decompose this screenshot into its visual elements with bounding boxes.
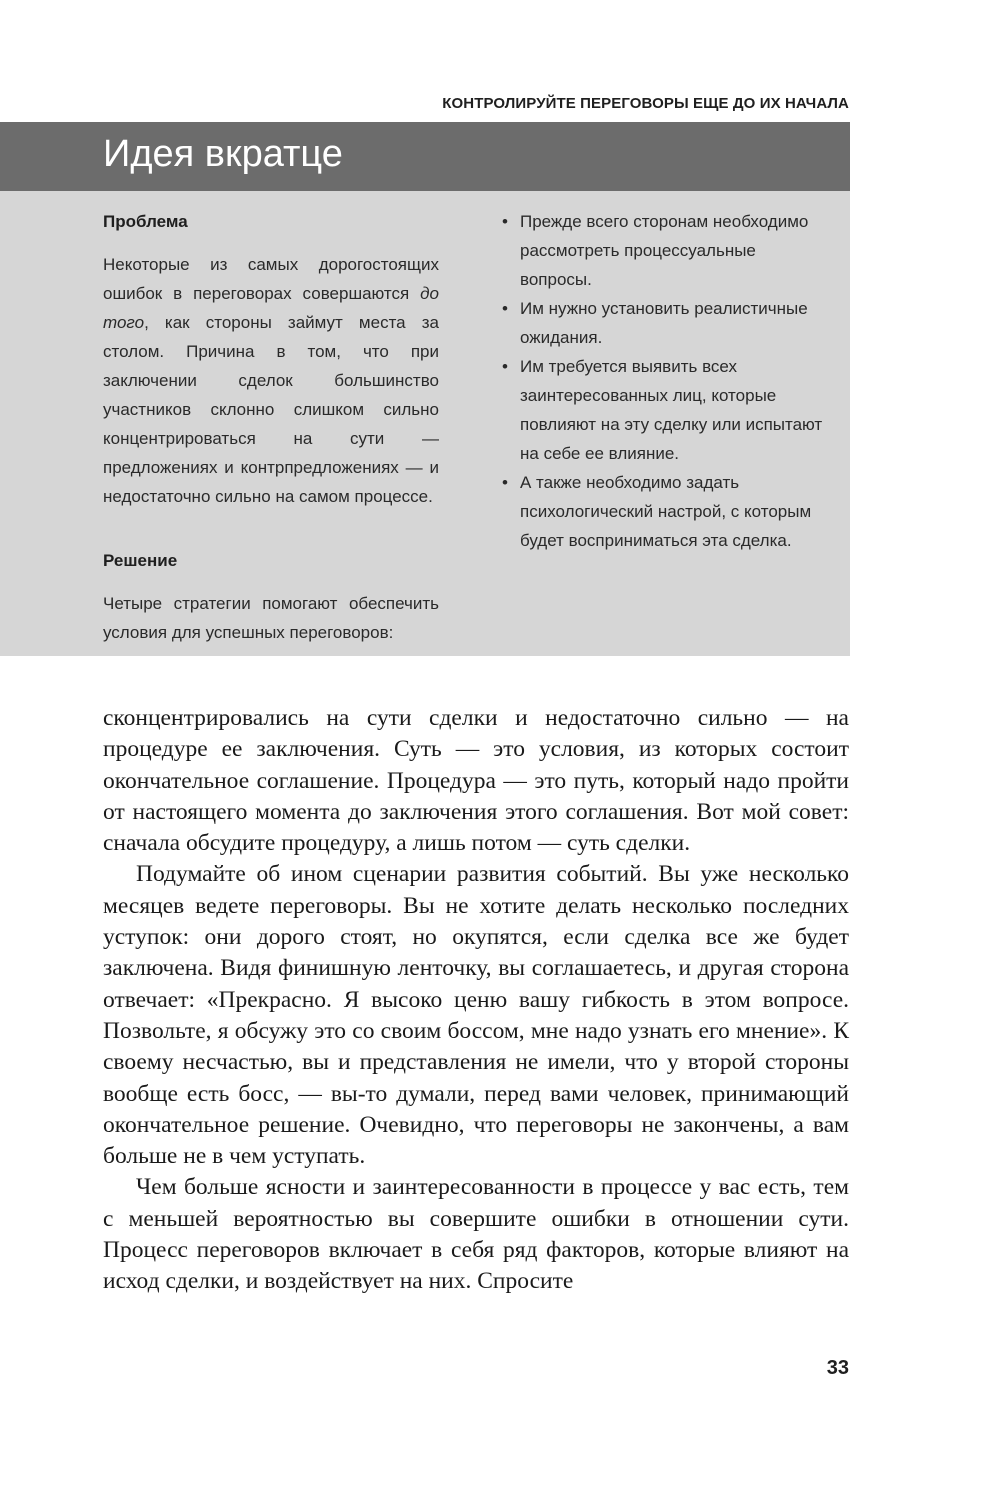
page-number: 33 xyxy=(826,1357,849,1379)
idea-sidebar xyxy=(0,122,850,656)
running-head: КОНТРОЛИРУЙТЕ ПЕРЕГОВОРЫ ЕЩЕ ДО ИХ НАЧАЛА xyxy=(442,95,849,112)
strategy-item: • Им нужно установить реалистичные ожидания. xyxy=(500,294,824,352)
body-paragraph: Чем больше ясности и заинтересованности в процессе у вас есть, тем с меньшей вероятностью вы совершите ошибки в отношении сути. Процесс переговоров включает в себя ряд факторов, которые влияют на исход сделки, и воздействует на них. Спросите xyxy=(103,1174,849,1295)
body-text xyxy=(103,703,849,1298)
solution-heading: Решение xyxy=(103,551,178,570)
strategy-item: • Прежде всего сторонам необходимо рассмотреть процессуальные вопросы. xyxy=(500,207,824,294)
sidebar-left-column xyxy=(103,207,439,647)
sidebar-header xyxy=(0,122,850,191)
bullet-icon: • xyxy=(502,299,508,318)
solution-text: Четыре стратегии помогают обеспечить условия для успешных переговоров: xyxy=(103,594,439,642)
strategy-list xyxy=(500,207,824,555)
problem-emphasis: до того xyxy=(103,284,439,332)
body-paragraph: Подумайте об ином сценарии развития событий. Вы уже несколько месяцев ведете переговоры. Вы не хотите делать несколько последних уступок: они дорого стоят, но окупятся, если сделка все же будет заключена. Видя финишную ленточку, вы соглашаетесь, и другая сторона отвечает: «Прекрасно. Я высоко ценю вашу гибкость в этом вопросе. Позвольте, я обсужу это со своим боссом, мне надо узнать его мнение». К своему несчастью, вы и представления не имели, что у второй стороны вообще есть босс, — вы-то думали, перед вами человек, принимающий окончательное решение. Очевидно, что переговоры не закончены, а вам больше не в чем уступать. xyxy=(103,861,849,1170)
bullet-icon: • xyxy=(502,473,508,492)
problem-heading: Проблема xyxy=(103,212,188,231)
body-paragraph: сконцентрировались на сути сделки и недостаточно сильно — на процедуре ее заключения. Суть — это условия, из которых состоит окончательное соглашение. Процедура — это путь, который надо пройти от настоящего момента до заключения этого соглашения. Вот мой совет: сначала обсудите процедуру, а лишь потом — суть сделки. xyxy=(103,705,849,857)
sidebar-right-column xyxy=(500,207,824,555)
bullet-icon: • xyxy=(502,212,508,231)
strategy-item: • Им требуется выявить всех заинтересованных лиц, которые повлияют на эту сделку или испытают на себе ее влияние. xyxy=(500,352,824,468)
sidebar-title: Идея вкратце xyxy=(103,133,343,175)
bullet-icon: • xyxy=(502,357,508,376)
strategy-item: • А также необходимо задать психологический настрой, с которым будет восприниматься эта сделка. xyxy=(500,468,824,555)
problem-text: Некоторые из самых дорогостоящих ошибок в переговорах совершаются до того, как стороны займут места за столом. Причина в том, что при заключении сделок большинство участников склонно слишком сильно концентрироваться на сути — предложениях и контрпредложениях — и недостаточно сильно на самом процессе. xyxy=(103,255,439,506)
